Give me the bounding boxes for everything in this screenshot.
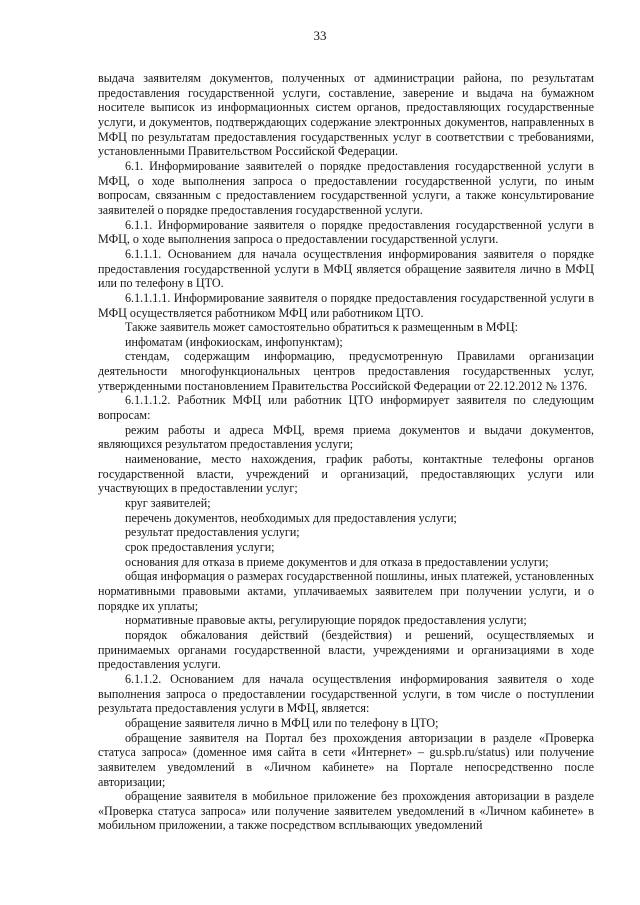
paragraph-6-1-1-1: 6.1.1.1. Основанием для начала осуществления информирования заявителя о порядке предоставления государственной услуги в МФЦ является обращение заявителя лично в МФЦ или по телефону в ЦТО. <box>98 246 594 291</box>
list-item: круг заявителей; <box>125 496 211 511</box>
paragraph-6-1-1-2: 6.1.1.2. Основанием для начала осуществления информирования заявителя о ходе выполнения запроса о предоставлении государственной услуги, в том числе о поступлении результата предоставления услуги в МФЦ, является: <box>98 671 594 716</box>
paragraph-self-service: Также заявитель может самостоятельно обратиться к размещенным в МФЦ: <box>125 320 518 335</box>
paragraph-6-1-1-1-1: 6.1.1.1.1. Информирование заявителя о порядке предоставления государственной услуги в МФЦ осуществляется работником МФЦ или работником ЦТО. <box>98 290 594 320</box>
list-item: нормативные правовые акты, регулирующие порядок предоставления услуги; <box>125 613 527 628</box>
list-item: перечень документов, необходимых для предоставления услуги; <box>125 510 457 525</box>
list-item: режим работы и адреса МФЦ, время приема документов и выдачи документов, являющихся результатом предоставления услуги; <box>98 422 594 452</box>
list-item: обращение заявителя в мобильное приложение без прохождения авторизации в разделе «Проверка статуса запроса» или получение заявителем уведомлений в «Личном кабинете» в мобильном приложении, а также посредством всплывающих уведомлений <box>98 789 594 833</box>
list-item: порядок обжалования действий (бездействия) и решений, осуществляемых и принимаемых органами государственной власти, учреждениями и организациями в ходе предоставления услуги. <box>98 627 594 672</box>
paragraph-6-1-1: 6.1.1. Информирование заявителя о порядке предоставления государственной услуги в МФЦ, о ходе выполнения запроса о предоставлении государственной услуги. <box>98 217 594 247</box>
list-item: наименование, место нахождения, график работы, контактные телефоны органов государственной власти, учреждений и организаций, предоставляющих услуги или участвующих в предоставлении услуг; <box>98 452 594 496</box>
list-item: основания для отказа в приеме документов и для отказа в предоставлении услуги; <box>125 554 549 569</box>
list-item: общая информация о размерах государственной пошлины, иных платежей, установленных нормативными правовыми актами, уплачиваемых заявителем при получении услуги, и о порядке их уплаты; <box>98 569 594 613</box>
list-item: инфоматам (инфокиоскам, инфопунктам); <box>125 334 343 349</box>
list-item: результат предоставления услуги; <box>125 525 300 540</box>
list-item: стендам, содержащим информацию, предусмотренную Правилами организации деятельности многофункциональных центров предоставления государственных услуг, утвержденными постановлением Правительства Российской Федерации от 22.12.2012 № 1376. <box>98 349 594 393</box>
paragraph-continuation: выдача заявителям документов, полученных от администрации района, по результатам предоставления государственной услуги, составление, заверение и выдача на бумажном носителе выписок из информационных систем органов, предоставляющих государственные услуги, и документов, подтверждающих содержание электронных документов, направленных в МФЦ по результатам предоставления государственных услуг в соответствии с требованиями, установленными Правительством Российской Федерации. <box>98 71 594 159</box>
paragraph-6-1-1-1-2: 6.1.1.1.2. Работник МФЦ или работник ЦТО информирует заявителя по следующим вопросам: <box>98 393 594 423</box>
list-item: срок предоставления услуги; <box>125 540 275 554</box>
page-number: 33 <box>313 28 327 43</box>
document-body <box>98 71 594 833</box>
list-item: обращение заявителя лично в МФЦ или по телефону в ЦТО; <box>125 715 439 730</box>
paragraph-6-1: 6.1. Информирование заявителей о порядке предоставления государственной услуги в МФЦ, о ходе выполнения запроса о предоставлении государственной услуги, по иным вопросам, связанным с предоставлением государственной услуги, а также консультирование заявителей о порядке предоставления государственной услуги. <box>98 158 594 217</box>
list-item: обращение заявителя на Портал без прохождения авторизации в разделе «Проверка статуса запроса» (доменное имя сайта в сети «Интернет» – gu.spb.ru/status) или получение заявителем уведомлений в «Личном кабинете» на Портале непосредственно после авторизации; <box>98 730 594 789</box>
